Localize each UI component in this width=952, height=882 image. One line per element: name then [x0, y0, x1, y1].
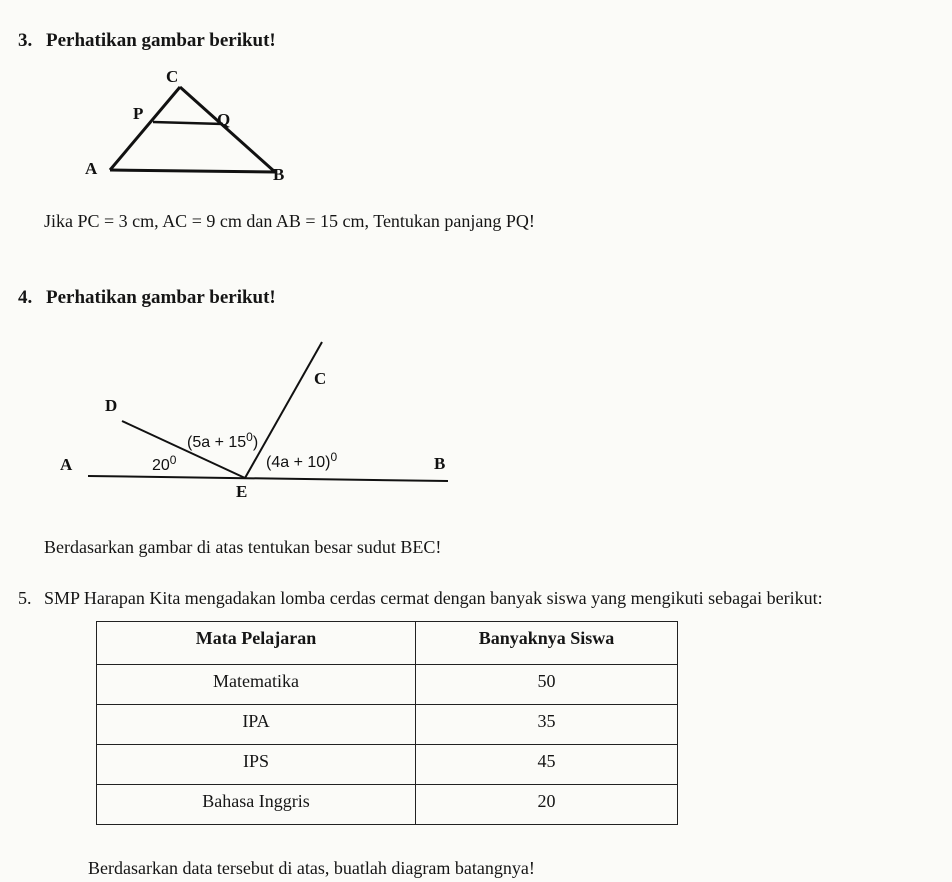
angle-figure	[60, 342, 448, 501]
label-q: Q	[217, 110, 231, 129]
cell-subject: Matematika	[97, 665, 416, 705]
cell-subject: IPS	[97, 745, 416, 785]
cell-count: 35	[416, 705, 678, 745]
q3-title: Perhatikan gambar berikut!	[46, 30, 276, 51]
q4-title: Perhatikan gambar berikut!	[46, 287, 276, 308]
label-b2: B	[434, 454, 446, 473]
table-header-row	[97, 622, 678, 665]
label-d: D	[105, 396, 118, 415]
header-count: Banyaknya Siswa	[416, 622, 678, 665]
segment-cb	[180, 87, 275, 172]
table-row	[97, 745, 678, 785]
label-a2: A	[60, 455, 73, 474]
table-row	[97, 705, 678, 745]
segment-ab	[110, 170, 275, 172]
student-table	[96, 621, 678, 825]
cell-count: 20	[416, 785, 678, 825]
label-a: A	[85, 159, 98, 178]
header-subject: Mata Pelajaran	[97, 622, 416, 665]
table-row	[97, 785, 678, 825]
table-row	[97, 665, 678, 705]
q4-question: Berdasarkan gambar di atas tentukan besar sudut BEC!	[44, 537, 442, 557]
angle-aed-label: $20^0$	[152, 453, 177, 474]
label-c: C	[166, 67, 179, 86]
angle-bec-label: $(4a + 10)^0$	[266, 450, 338, 471]
angle-dec-label: $(5a + 15^0)$	[187, 430, 259, 451]
triangle-figure	[85, 67, 284, 184]
q4-number: 4.	[18, 287, 33, 308]
q3-number: 3.	[18, 30, 33, 51]
label-p: P	[133, 104, 144, 123]
label-e: E	[236, 482, 248, 501]
q5-number: 5.	[18, 588, 32, 608]
segment-pq	[153, 122, 223, 124]
cell-count: 45	[416, 745, 678, 785]
line-ab	[88, 476, 448, 481]
q5-question: Berdasarkan data tersebut di atas, buatlah diagram batangnya!	[88, 858, 535, 878]
q5-intro: SMP Harapan Kita mengadakan lomba cerdas cermat dengan banyak siswa yang mengikuti sebagai berikut:	[44, 588, 823, 608]
cell-subject: Bahasa Inggris	[97, 785, 416, 825]
label-b: B	[273, 165, 285, 184]
q3-problem: Jika PC = 3 cm, AC = 9 cm dan AB = 15 cm, Tentukan panjang PQ!	[44, 211, 535, 231]
label-c2: C	[314, 369, 327, 388]
cell-subject: IPA	[97, 705, 416, 745]
cell-count: 50	[416, 665, 678, 705]
segment-ac	[110, 87, 180, 170]
